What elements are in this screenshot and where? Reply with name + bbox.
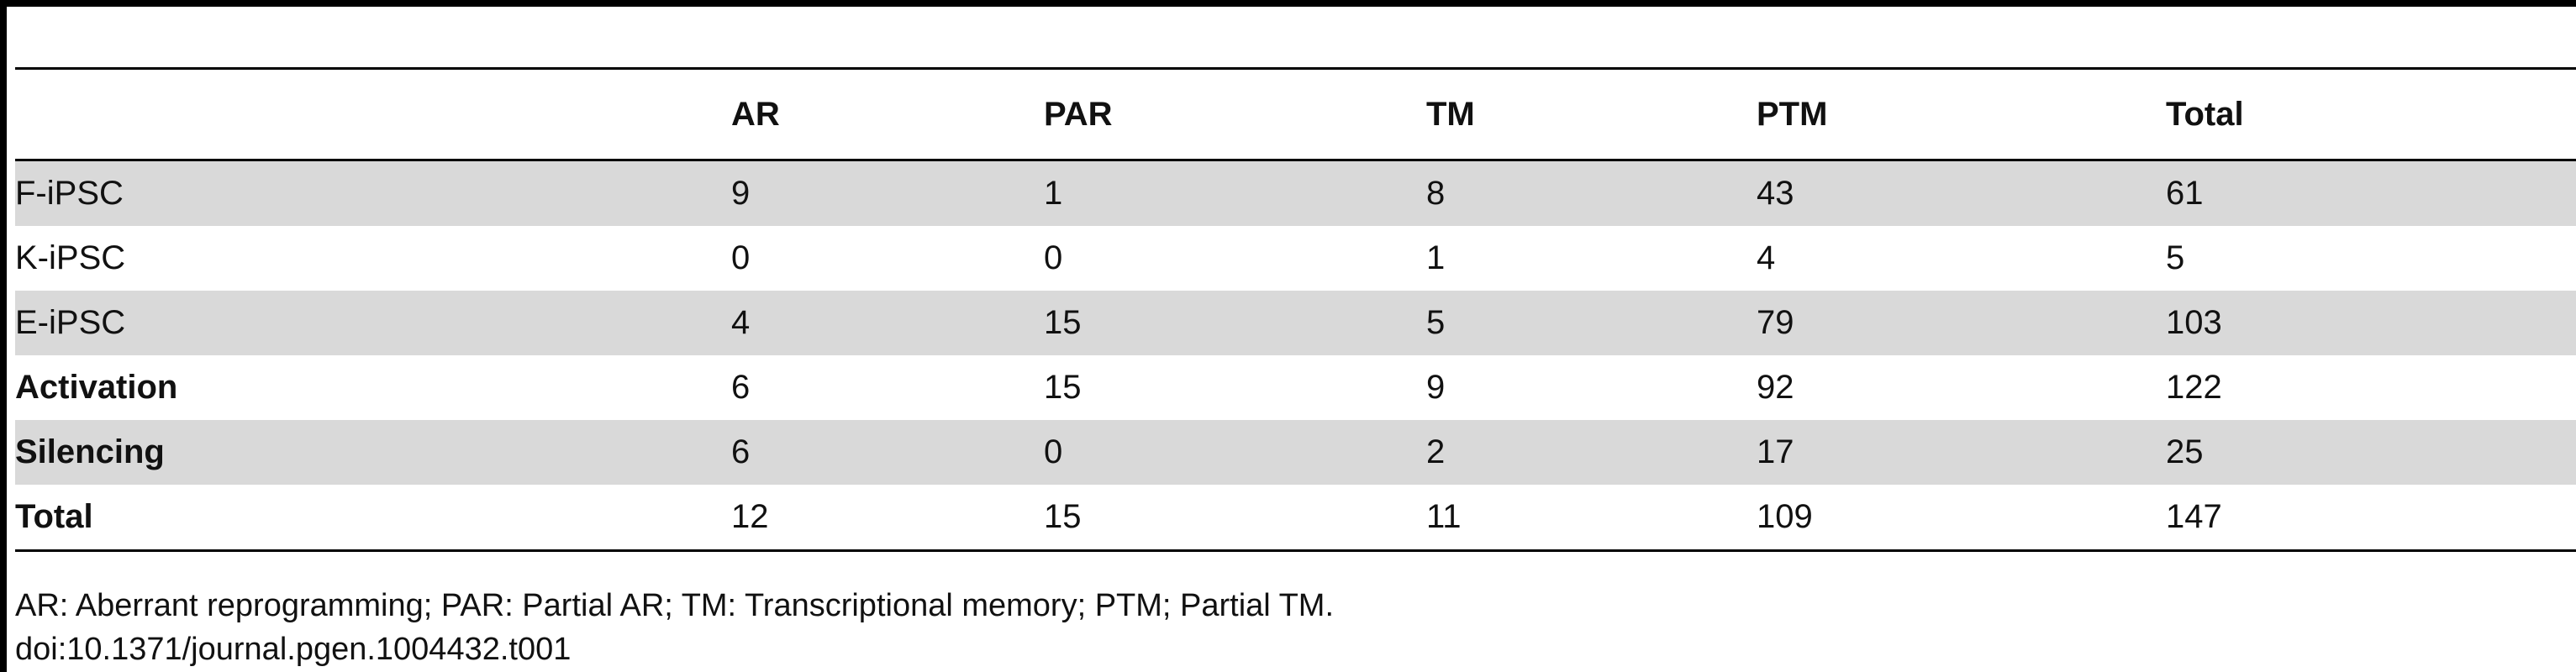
- row-label: K-iPSC: [15, 239, 126, 276]
- cell-ar: 12: [731, 498, 769, 535]
- header-cell-par: PAR: [1044, 95, 1113, 133]
- cell-tm: 5: [1426, 291, 1757, 355]
- row-label: Activation: [15, 369, 178, 406]
- data-table: [15, 67, 2576, 552]
- cell-par: 1: [1044, 160, 1426, 227]
- header-cell-row-label: [15, 69, 731, 160]
- cell-tm: 11: [1426, 498, 1462, 535]
- cell-total: 103: [2166, 291, 2576, 355]
- cell-par: 0: [1044, 420, 1426, 485]
- cell-total: 147: [2166, 498, 2222, 535]
- cell-total: 5: [2166, 239, 2185, 276]
- cell-ptm: 4: [1757, 239, 1776, 276]
- cell-total: 61: [2166, 160, 2576, 227]
- cell-tm: 9: [1426, 369, 1446, 406]
- cell-tm: 8: [1426, 160, 1757, 227]
- row-label: Total: [15, 498, 93, 535]
- cell-tm: 2: [1426, 420, 1757, 485]
- cell-total: 122: [2166, 369, 2222, 406]
- table-container: [15, 67, 2576, 552]
- cell-ar: 4: [731, 291, 1044, 355]
- header-cell-ar: AR: [731, 95, 780, 133]
- cell-ar: 9: [731, 160, 1044, 227]
- cell-ptm: 92: [1757, 369, 1794, 406]
- abbreviations-note: AR: Aberrant reprogramming; PAR: Partial AR; TM: Transcriptional memory; PTM; Partial TM.: [15, 588, 1335, 623]
- table-footnote: [15, 584, 1334, 671]
- cell-ar: 6: [731, 420, 1044, 485]
- cell-tm: 1: [1426, 239, 1446, 276]
- cell-total: 25: [2166, 420, 2576, 485]
- table-row-e-ipsc: [15, 291, 2576, 355]
- top-border-rule: [0, 0, 2576, 7]
- cell-par: 15: [1044, 498, 1082, 535]
- left-border-rule: [0, 0, 7, 672]
- cell-ar: 6: [731, 369, 751, 406]
- doi-link[interactable]: doi:10.1371/journal.pgen.1004432.t001: [15, 632, 572, 667]
- header-cell-tm: TM: [1426, 95, 1475, 133]
- cell-par: 15: [1044, 291, 1426, 355]
- table-header-row: [15, 69, 2576, 160]
- header-cell-ptm: PTM: [1757, 95, 1828, 133]
- row-label: E-iPSC: [15, 291, 731, 355]
- row-label: F-iPSC: [15, 160, 731, 227]
- row-label: Silencing: [15, 420, 731, 485]
- table-row-silencing: [15, 420, 2576, 485]
- cell-ptm: 79: [1757, 291, 2166, 355]
- cell-ptm: 17: [1757, 420, 2166, 485]
- header-cell-total: Total: [2166, 95, 2244, 133]
- cell-par: 15: [1044, 369, 1082, 406]
- table-row-k-ipsc: [15, 226, 2576, 291]
- table-row-f-ipsc: [15, 160, 2576, 227]
- cell-ptm: 43: [1757, 160, 2166, 227]
- cell-ar: 0: [731, 239, 751, 276]
- cell-ptm: 109: [1757, 498, 1813, 535]
- table-row-total: [15, 485, 2576, 551]
- cell-par: 0: [1044, 239, 1063, 276]
- table-row-activation: [15, 355, 2576, 420]
